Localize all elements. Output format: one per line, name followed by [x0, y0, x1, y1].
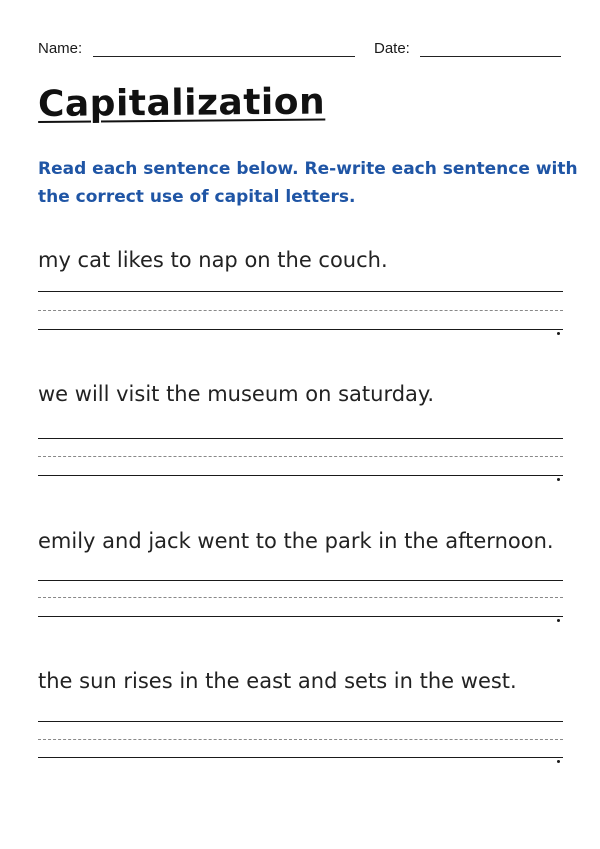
writing-line-middle-dashed — [38, 456, 563, 457]
exercise-sentence: we will visit the museum on saturday. — [38, 382, 435, 406]
writing-line-bottom[interactable] — [38, 757, 563, 758]
exercise-sentence: emily and jack went to the park in the afternoon. — [38, 529, 554, 553]
date-field-line[interactable] — [420, 56, 561, 57]
line-end-dot — [557, 332, 560, 335]
worksheet-title: Capitalization — [37, 81, 326, 125]
writing-line-top[interactable] — [38, 438, 563, 439]
writing-line-bottom[interactable] — [38, 329, 563, 330]
writing-line-bottom[interactable] — [38, 616, 563, 617]
writing-line-middle-dashed — [38, 739, 563, 740]
name-field-line[interactable] — [93, 56, 355, 57]
writing-line-top[interactable] — [38, 580, 563, 581]
name-label: Name: — [38, 40, 83, 57]
writing-line-middle-dashed — [38, 310, 563, 311]
exercise-sentence: my cat likes to nap on the couch. — [38, 248, 388, 272]
writing-line-middle-dashed — [38, 597, 563, 598]
line-end-dot — [557, 478, 560, 481]
writing-line-bottom[interactable] — [38, 475, 563, 476]
line-end-dot — [557, 619, 560, 622]
instructions: Read each sentence below. Re-write each sentence with the correct use of capital letters. — [38, 159, 578, 207]
writing-line-top[interactable] — [38, 291, 563, 292]
date-label: Date: — [374, 40, 410, 57]
writing-line-top[interactable] — [38, 721, 563, 722]
header-row — [38, 40, 568, 62]
exercise-sentence: the sun rises in the east and sets in the west. — [38, 669, 517, 693]
line-end-dot — [557, 760, 560, 763]
